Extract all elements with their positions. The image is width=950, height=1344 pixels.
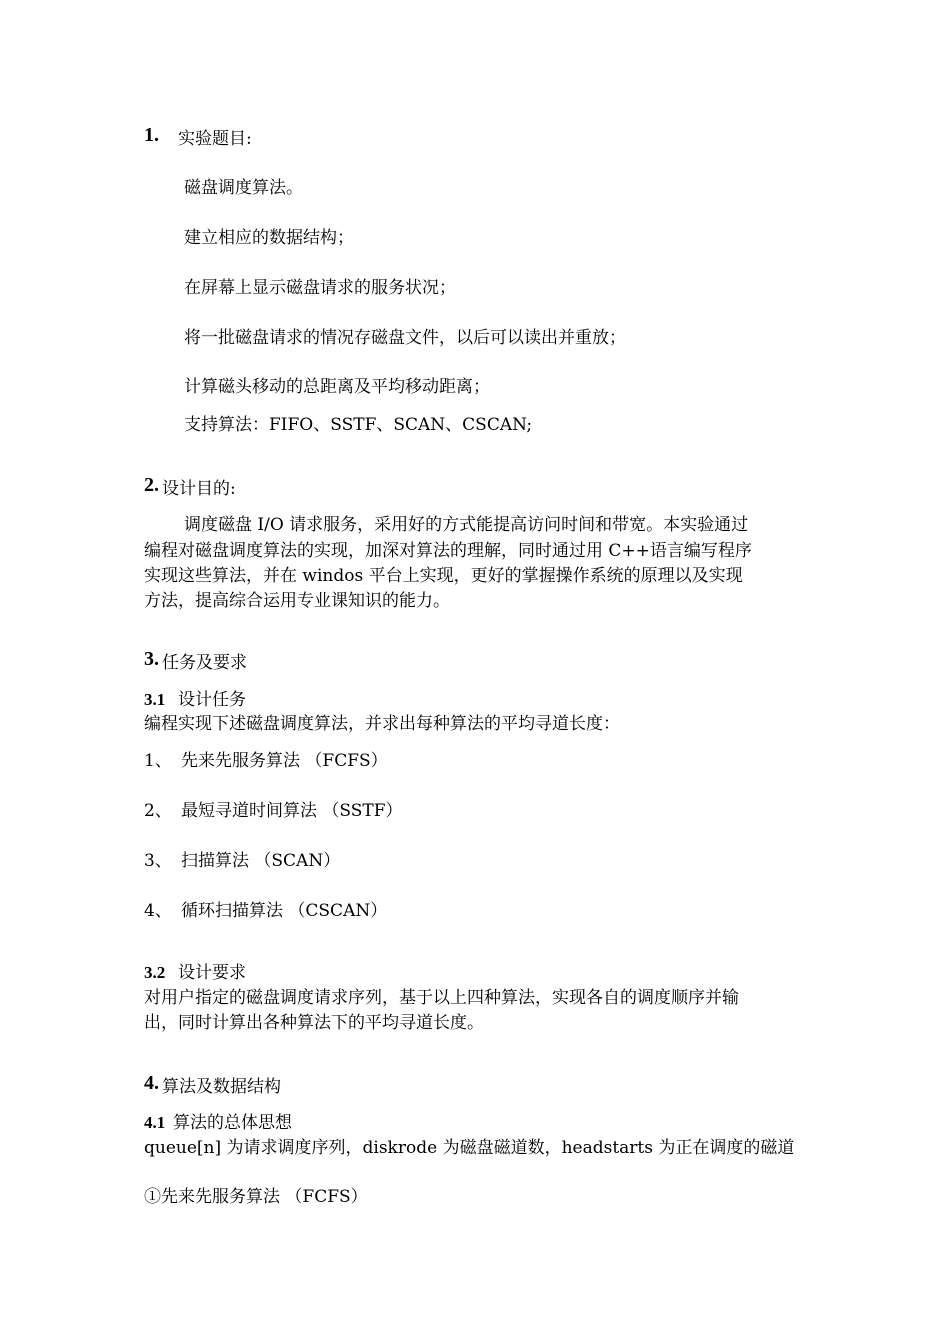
subsection-3-1-description: 编程实现下述磁盘调度算法，并求出每种算法的平均寻道长度： — [144, 714, 620, 734]
paragraph-line: 调度磁盘 I/O 请求服务，采用好的方式能提高访问时间和带宽。本实验通过 — [184, 515, 749, 535]
subsection-3-2-title: 设计要求 — [178, 963, 246, 983]
section-1-title: 实验题目: — [178, 129, 252, 149]
section-2-title: 设计目的: — [162, 479, 236, 499]
section-2-number: 2. — [144, 474, 159, 496]
subsection-4-1-number: 4.1 — [144, 1113, 166, 1132]
section-1-number: 1. — [144, 124, 159, 146]
list-index: 2、 — [144, 801, 172, 821]
paragraph-line: 方法，提高综合运用专业课知识的能力。 — [144, 591, 450, 611]
list-item: 在屏幕上显示磁盘请求的服务状况； — [184, 278, 456, 298]
list-item: 计算磁头移动的总距离及平均移动距离； — [184, 377, 490, 397]
list-index: 4、 — [144, 901, 172, 921]
list-item: 扫描算法 （SCAN） — [181, 851, 341, 871]
algorithm-fcfs-heading: ①先来先服务算法 （FCFS） — [144, 1187, 368, 1207]
list-item: 支持算法：FIFO、SSTF、SCAN、CSCAN; — [184, 415, 533, 435]
list-item: 将一批磁盘请求的情况存磁盘文件，以后可以读出并重放； — [184, 328, 626, 348]
paragraph-line: 编程对磁盘调度算法的实现，加深对算法的理解，同时通过用 C++语言编写程序 — [144, 541, 752, 561]
list-index: 3、 — [144, 851, 172, 871]
paragraph-line: 实现这些算法，并在 windos 平台上实现，更好的掌握操作系统的原理以及实现 — [144, 566, 743, 586]
list-item: 先来先服务算法 （FCFS） — [181, 751, 388, 771]
subsection-3-1-title: 设计任务 — [178, 690, 246, 710]
paragraph-line: 出，同时计算出各种算法下的平均寻道长度。 — [144, 1013, 484, 1033]
section-3-title: 任务及要求 — [162, 653, 247, 673]
paragraph-line: 对用户指定的磁盘调度请求序列，基于以上四种算法，实现各自的调度顺序并输 — [144, 988, 739, 1008]
subsection-3-2-number: 3.2 — [144, 963, 166, 982]
list-item: 最短寻道时间算法 （SSTF） — [181, 801, 403, 821]
subsection-4-1-description: queue[n] 为请求调度序列，diskrode 为磁盘磁道数，headstarts 为正在调度的磁道 — [144, 1138, 795, 1158]
section-3-number: 3. — [144, 648, 159, 670]
subsection-4-1-title: 算法的总体思想 — [173, 1113, 292, 1133]
section-4-number: 4. — [144, 1072, 159, 1094]
section-4-title: 算法及数据结构 — [162, 1077, 281, 1097]
list-index: 1、 — [144, 751, 172, 771]
list-item: 建立相应的数据结构； — [184, 228, 354, 248]
subsection-3-1-number: 3.1 — [144, 690, 166, 709]
list-item: 循环扫描算法 （CSCAN） — [181, 901, 388, 921]
list-item: 磁盘调度算法。 — [184, 178, 303, 198]
